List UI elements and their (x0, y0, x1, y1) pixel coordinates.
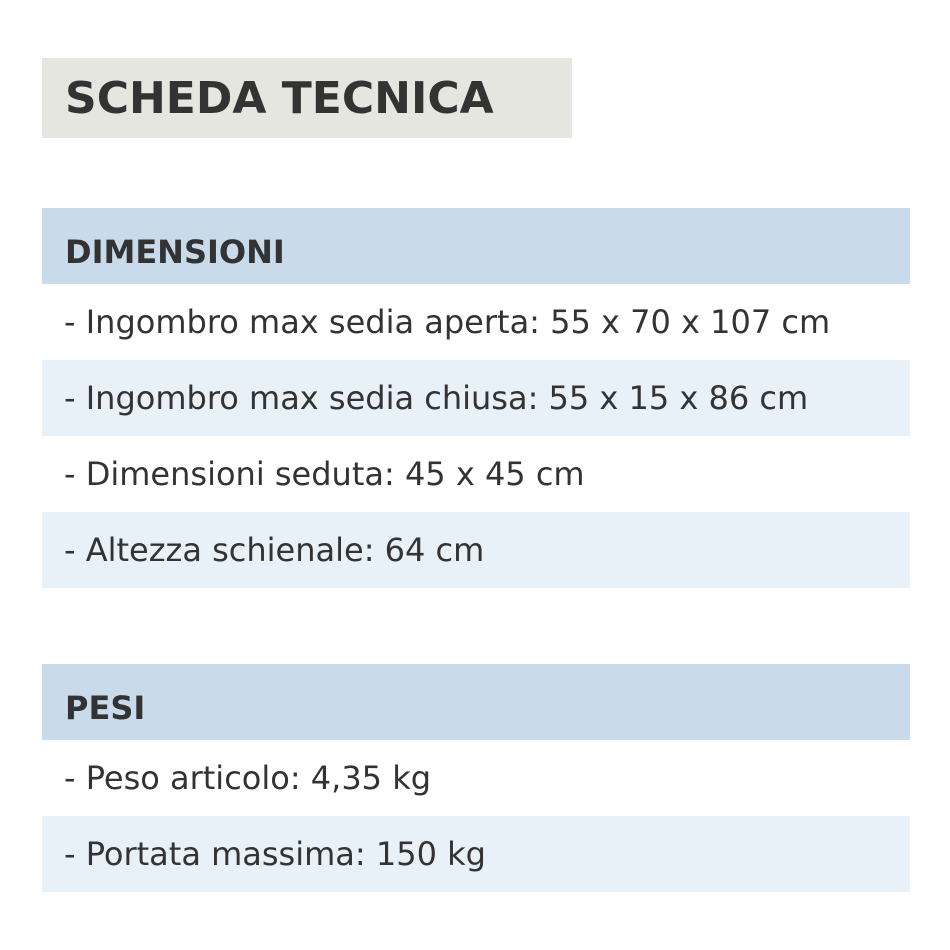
section-heading: PESI (65, 689, 146, 727)
section-heading: DIMENSIONI (65, 233, 285, 271)
section-pesi (42, 664, 910, 892)
spec-text: - Altezza schienale: 64 cm (64, 531, 485, 569)
spec-row (42, 436, 910, 512)
spec-row (42, 284, 910, 360)
spec-text: - Dimensioni seduta: 45 x 45 cm (64, 455, 585, 493)
spec-text: - Ingombro max sedia aperta: 55 x 70 x 107 cm (64, 303, 831, 341)
spec-row (42, 360, 910, 436)
spec-text: - Portata massima: 150 kg (64, 835, 486, 873)
section-header-pesi (42, 664, 910, 740)
section-dimensioni (42, 208, 910, 588)
spec-text: - Peso articolo: 4,35 kg (64, 759, 432, 797)
spec-text: - Ingombro max sedia chiusa: 55 x 15 x 86 cm (64, 379, 809, 417)
spec-row (42, 740, 910, 816)
page-title: SCHEDA TECNICA (65, 72, 494, 124)
section-header-dimensioni (42, 208, 910, 284)
page-title-box (42, 58, 572, 138)
spec-row (42, 816, 910, 892)
spec-row (42, 512, 910, 588)
